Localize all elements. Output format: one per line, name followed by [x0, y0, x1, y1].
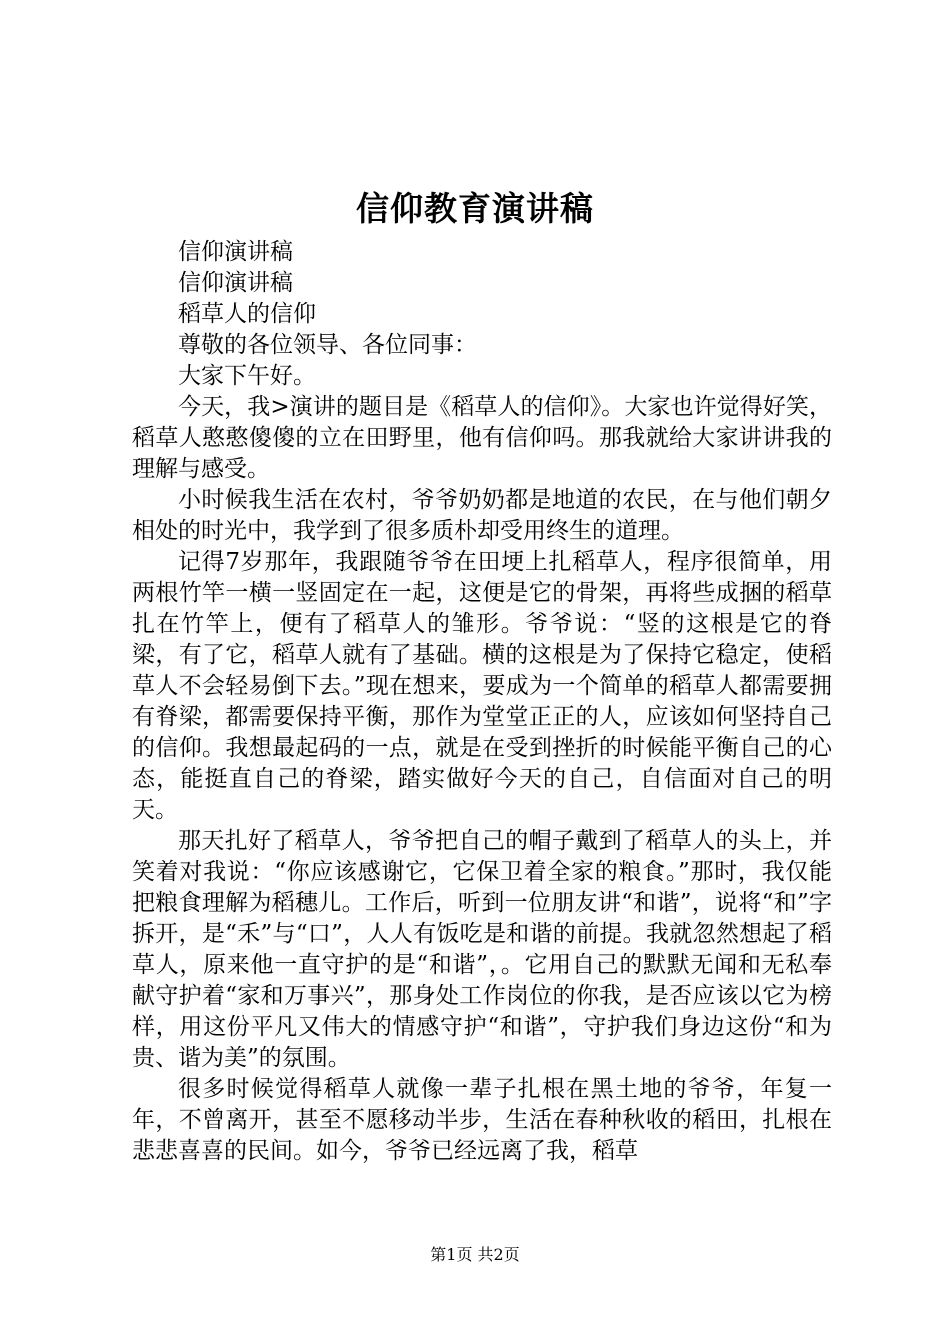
page-footer: 第1页 共2页: [430, 1245, 520, 1264]
paragraph: 尊敬的各位领导、各位同事：: [178, 332, 477, 358]
paragraph: 信仰演讲稿: [178, 239, 293, 265]
document-body: [132, 237, 832, 1167]
paragraph: 大家下午好。: [178, 363, 316, 389]
paragraph: 小时候我生活在农村，爷爷奶奶都是地道的农民，在与他们朝夕相处的时光中，我学到了很多质朴却受用终生的道理。: [132, 487, 832, 544]
paragraph: 稻草人的信仰: [178, 301, 316, 327]
paragraph: 今天，我>演讲的题目是《稻草人的信仰》。大家也许觉得好笑，稻草人憨憨傻傻的立在田野里，他有信仰吗。那我就给大家讲讲我的理解与感受。: [132, 394, 832, 482]
document-title: 信仰教育演讲稿: [356, 189, 594, 228]
paragraph: 很多时候觉得稻草人就像一辈子扎根在黑土地的爷爷，年复一年，不曾离开，甚至不愿移动半步，生活在春种秋收的稻田，扎根在悲悲喜喜的民间。如今，爷爷已经远离了我，稻草: [132, 1076, 832, 1164]
paragraph: 那天扎好了稻草人，爷爷把自己的帽子戴到了稻草人的头上，并笑着对我说：“你应该感谢它，它保卫着全家的粮食。”那时，我仅能把粮食理解为稻穗儿。工作后，听到一位朋友讲“和谐”，说将“和”字拆开，是“禾”与“口”，人人有饭吃是和谐的前提。我就忽然想起了稻草人，原来他一直守护的是“和谐”，。它用自己的默默无闻和无私奉献守护着“家和万事兴”，那身处工作岗位的你我，是否应该以它为榜样，用这份平凡又伟大的情感守护“和谐”，守护我们身边这份“和为贵、谐为美”的氛围。: [132, 828, 832, 1071]
paragraph: 记得7岁那年，我跟随爷爷在田埂上扎稻草人，程序很简单，用两根竹竿一横一竖固定在一起，这便是它的骨架，再将些成捆的稻草扎在竹竿上，便有了稻草人的雏形。爷爷说：“竖的这根是它的脊梁，有了它，稻草人就有了基础。横的这根是为了保持它稳定，使稻草人不会轻易倒下去。”现在想来，要成为一个简单的稻草人都需要拥有脊梁，都需要保持平衡，那作为堂堂正正的人，应该如何坚持自己的信仰。我想最起码的一点，就是在受到挫折的时候能平衡自己的心态，能挺直自己的脊梁，踏实做好今天的自己，自信面对自己的明天。: [132, 549, 832, 823]
paragraph: 信仰演讲稿: [178, 270, 293, 296]
